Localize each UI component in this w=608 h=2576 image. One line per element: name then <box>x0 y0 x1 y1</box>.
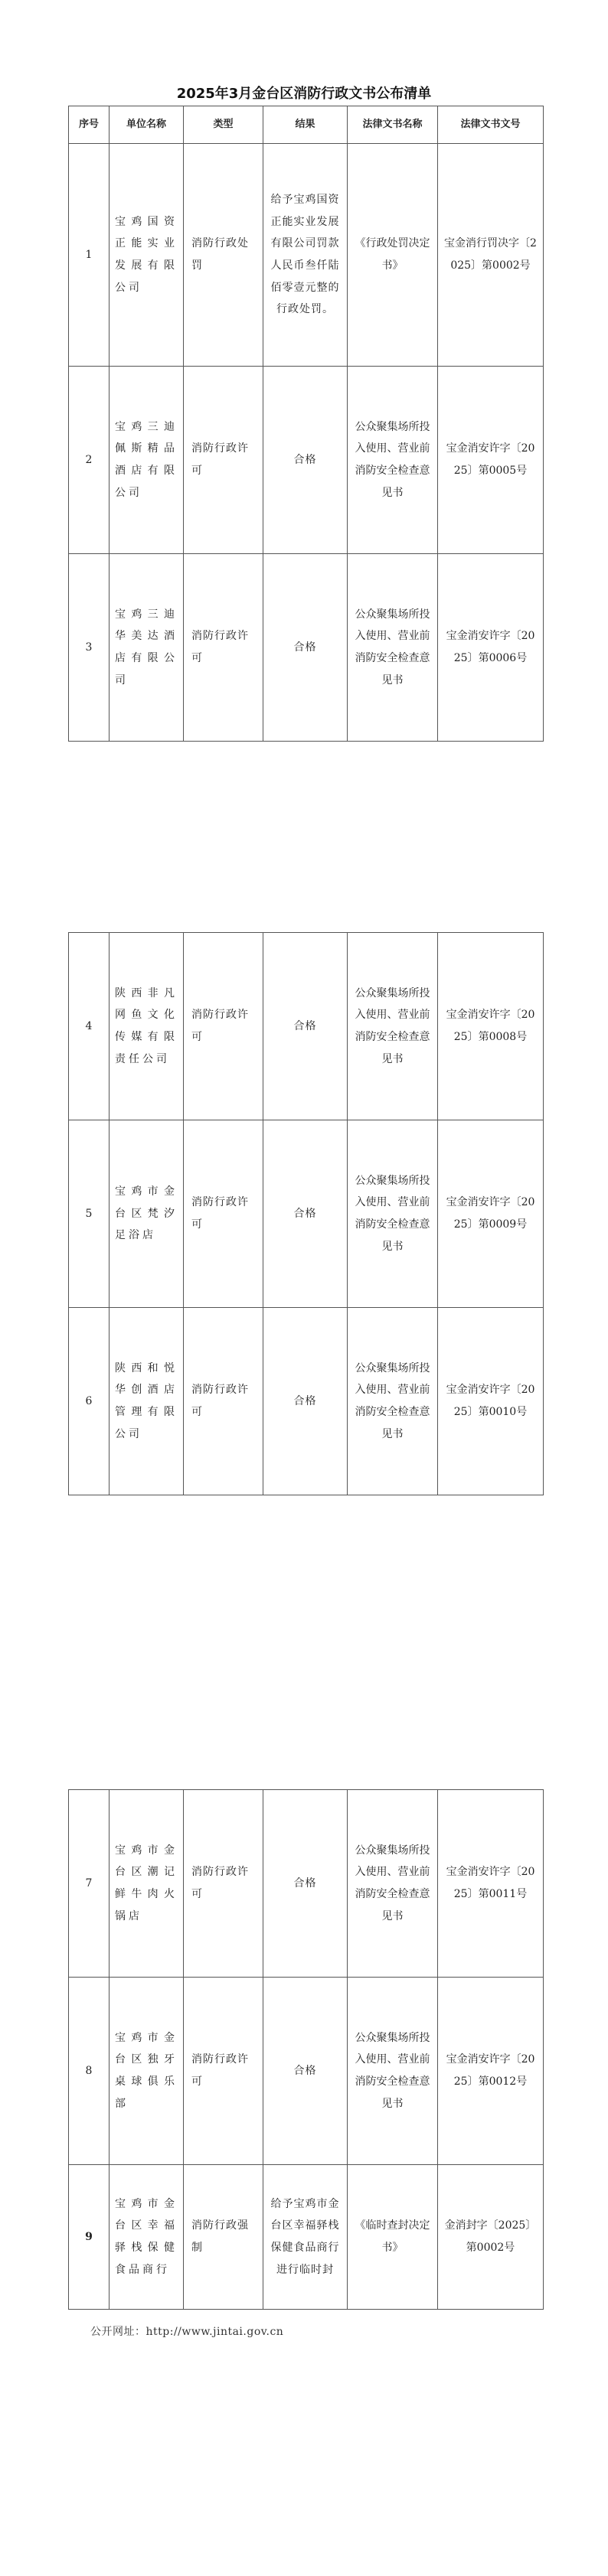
cell-unit: 陕西非凡网鱼文化传媒有限责任公司 <box>110 933 184 1120</box>
cell-result: 合格 <box>263 1978 348 2165</box>
table-row <box>69 144 544 367</box>
cell-result: 给予宝鸡市金台区幸福驿栈保健食品商行进行临时封 <box>263 2165 348 2310</box>
cell-doc-no: 宝金消安许字〔2025〕第0010号 <box>438 1308 544 1495</box>
cell-doc-name: 公众聚集场所投入使用、营业前消防安全检查意见书 <box>348 367 438 554</box>
cell-result: 合格 <box>263 1790 348 1978</box>
cell-no: 4 <box>69 933 110 1120</box>
cell-type: 消防行政许可 <box>184 933 263 1120</box>
cell-doc-name: 公众聚集场所投入使用、营业前消防安全检查意见书 <box>348 1120 438 1308</box>
header-type: 类型 <box>184 106 263 144</box>
cell-doc-no: 宝金消行罚决字〔2025〕第0002号 <box>438 144 544 367</box>
table-row <box>69 2165 544 2310</box>
cell-result: 合格 <box>263 933 348 1120</box>
cell-type: 消防行政强制 <box>184 2165 263 2310</box>
cell-no: 6 <box>69 1308 110 1495</box>
cell-result: 给予宝鸡国资正能实业发展有限公司罚款人民币叁仟陆佰零壹元整的行政处罚。 <box>263 144 348 367</box>
cell-no: 5 <box>69 1120 110 1308</box>
cell-no: 9 <box>69 2165 110 2310</box>
cell-result: 合格 <box>263 554 348 742</box>
table-row <box>69 1120 544 1308</box>
cell-type: 消防行政许可 <box>184 1308 263 1495</box>
cell-doc-no: 宝金消安许字〔2025〕第0006号 <box>438 554 544 742</box>
table-row <box>69 554 544 742</box>
cell-doc-no: 宝金消安许字〔2025〕第0009号 <box>438 1120 544 1308</box>
cell-type: 消防行政许可 <box>184 1978 263 2165</box>
table-header-row <box>69 106 544 144</box>
cell-unit: 宝鸡市金台区潮记鲜牛肉火锅店 <box>110 1790 184 1978</box>
cell-doc-no: 宝金消安许字〔2025〕第0011号 <box>438 1790 544 1978</box>
cell-type: 消防行政处罚 <box>184 144 263 367</box>
page-title: 2025年3月金台区消防行政文书公布清单 <box>176 86 432 102</box>
table-row <box>69 1308 544 1495</box>
table-page-1 <box>68 106 544 742</box>
cell-type: 消防行政许可 <box>184 1120 263 1308</box>
cell-doc-name: 公众聚集场所投入使用、营业前消防安全检查意见书 <box>348 554 438 742</box>
cell-doc-name: 公众聚集场所投入使用、营业前消防安全检查意见书 <box>348 1978 438 2165</box>
table-page-2 <box>68 932 544 1495</box>
cell-result: 合格 <box>263 367 348 554</box>
cell-unit: 宝鸡国资正能实业发展有限公司 <box>110 144 184 367</box>
cell-doc-no: 宝金消安许字〔2025〕第0008号 <box>438 933 544 1120</box>
cell-unit: 宝鸡三迪华美达酒店有限公司 <box>110 554 184 742</box>
cell-doc-name: 《行政处罚决定书》 <box>348 144 438 367</box>
cell-doc-name: 公众聚集场所投入使用、营业前消防安全检查意见书 <box>348 933 438 1120</box>
cell-type: 消防行政许可 <box>184 1790 263 1978</box>
cell-unit: 宝鸡三迪佩斯精品酒店有限公司 <box>110 367 184 554</box>
cell-no: 1 <box>69 144 110 367</box>
cell-type: 消防行政许可 <box>184 554 263 742</box>
header-doc-name: 法律文书名称 <box>348 106 438 144</box>
cell-doc-name: 公众聚集场所投入使用、营业前消防安全检查意见书 <box>348 1790 438 1978</box>
table-page-3 <box>68 1789 544 2310</box>
header-no: 序号 <box>69 106 110 144</box>
table-row <box>69 1978 544 2165</box>
cell-no: 7 <box>69 1790 110 1978</box>
cell-doc-no: 宝金消安许字〔2025〕第0012号 <box>438 1978 544 2165</box>
cell-doc-no: 宝金消安许字〔2025〕第0005号 <box>438 367 544 554</box>
cell-unit: 宝鸡市金台区梵汐足浴店 <box>110 1120 184 1308</box>
cell-doc-no: 金消封字〔2025〕第0002号 <box>438 2165 544 2310</box>
cell-type: 消防行政许可 <box>184 367 263 554</box>
cell-doc-name: 公众聚集场所投入使用、营业前消防安全检查意见书 <box>348 1308 438 1495</box>
cell-no: 3 <box>69 554 110 742</box>
table-row <box>69 1790 544 1978</box>
cell-result: 合格 <box>263 1120 348 1308</box>
header-unit: 单位名称 <box>110 106 184 144</box>
cell-doc-name: 《临时查封决定书》 <box>348 2165 438 2310</box>
cell-no: 2 <box>69 367 110 554</box>
cell-unit: 宝鸡市金台区独牙桌球俱乐部 <box>110 1978 184 2165</box>
table-row <box>69 367 544 554</box>
header-doc-no: 法律文书文号 <box>438 106 544 144</box>
cell-unit: 宝鸡市金台区幸福驿栈保健食品商行 <box>110 2165 184 2310</box>
header-result: 结果 <box>263 106 348 144</box>
cell-no: 8 <box>69 1978 110 2165</box>
cell-result: 合格 <box>263 1308 348 1495</box>
footer-public-url: 公开网址：http://www.jintai.gov.cn <box>90 2326 284 2338</box>
table-row <box>69 933 544 1120</box>
cell-unit: 陕西和悦华创酒店管理有限公司 <box>110 1308 184 1495</box>
